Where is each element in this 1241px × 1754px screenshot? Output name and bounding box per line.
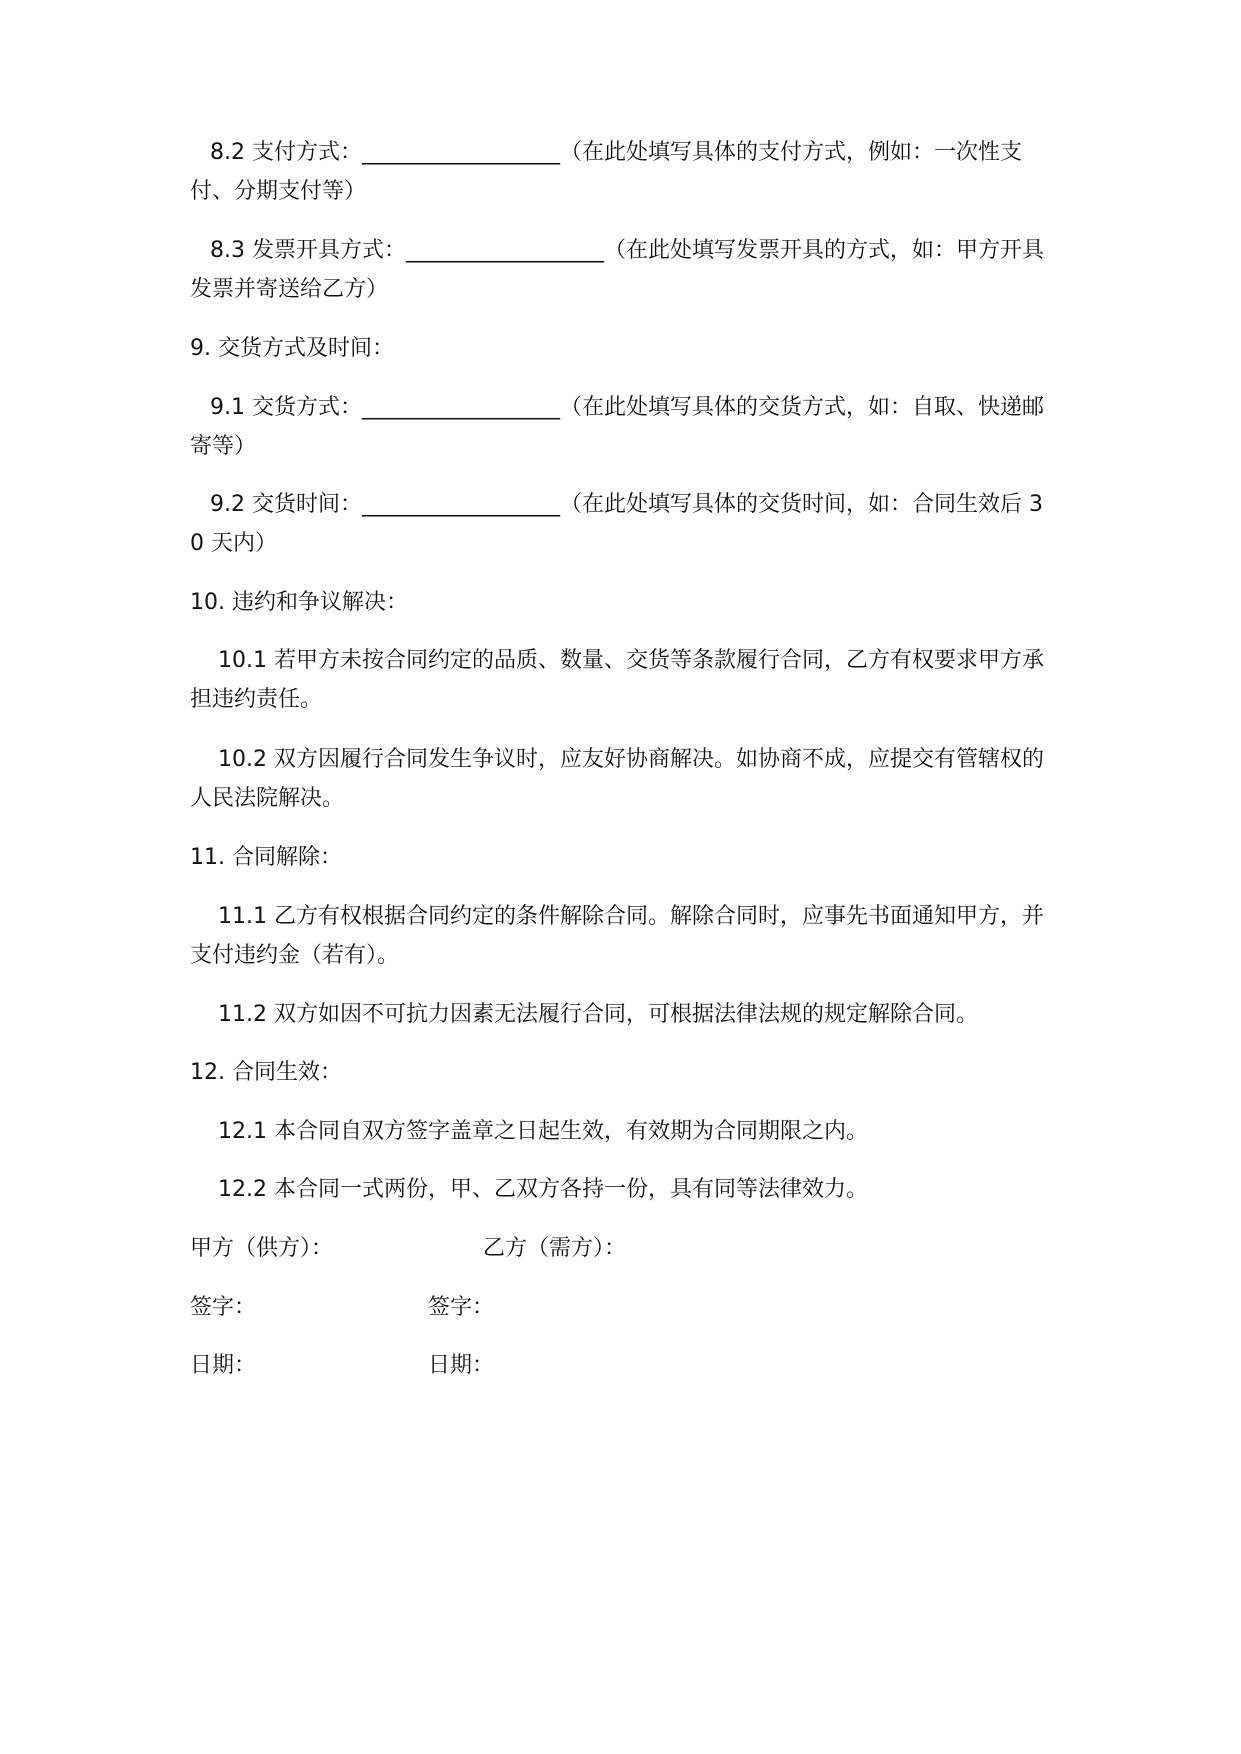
paragraph-10-1: 10.1 若甲方未按合同约定的品质、数量、交货等条款履行合同，乙方有权要求甲方承担违约责任。: [190, 648, 1044, 712]
party-b-date-label: 日期：: [428, 1353, 495, 1378]
paragraph-9-1: 9.1 交货方式：__________________（在此处填写具体的交货方式，如：自取、快递邮寄等）: [190, 395, 1044, 459]
party-a-sign-label: 签字：: [190, 1295, 257, 1320]
paragraph-12-1: 12.1 本合同自双方签字盖章之日起生效，有效期为合同期限之内。: [218, 1119, 868, 1144]
party-b-sign-label: 签字：: [428, 1295, 495, 1320]
paragraph-11-1: 11.1 乙方有权根据合同约定的条件解除合同。解除合同时，应事先书面通知甲方，并支付违约金（若有）。: [190, 904, 1044, 968]
section-heading-9: 9. 交货方式及时间：: [190, 336, 394, 361]
party-b-label: 乙方（需方）：: [483, 1236, 627, 1261]
section-heading-12: 12. 合同生效：: [190, 1060, 342, 1085]
paragraph-11-2: 11.2 双方如因不可抗力因素无法履行合同，可根据法律法规的规定解除合同。: [218, 1002, 978, 1027]
section-heading-10: 10. 违约和争议解决：: [190, 590, 408, 615]
paragraph-12-2: 12.2 本合同一式两份，甲、乙双方各持一份，具有同等法律效力。: [218, 1177, 868, 1202]
party-a-date-label: 日期：: [190, 1353, 257, 1378]
section-heading-11: 11. 合同解除：: [190, 845, 342, 870]
paragraph-8-2: 8.2 支付方式：__________________（在此处填写具体的支付方式，例如：一次性支付、分期支付等）: [190, 140, 1022, 204]
paragraph-8-3: 8.3 发票开具方式：__________________（在此处填写发票开具的方式，如：甲方开具发票并寄送给乙方）: [190, 238, 1044, 302]
party-a-label: 甲方（供方）：: [190, 1236, 334, 1261]
paragraph-9-2: 9.2 交货时间：__________________（在此处填写具体的交货时间，如：合同生效后 30 天内）: [190, 492, 1043, 556]
paragraph-10-2: 10.2 双方因履行合同发生争议时，应友好协商解决。如协商不成，应提交有管辖权的人民法院解决。: [190, 747, 1044, 811]
